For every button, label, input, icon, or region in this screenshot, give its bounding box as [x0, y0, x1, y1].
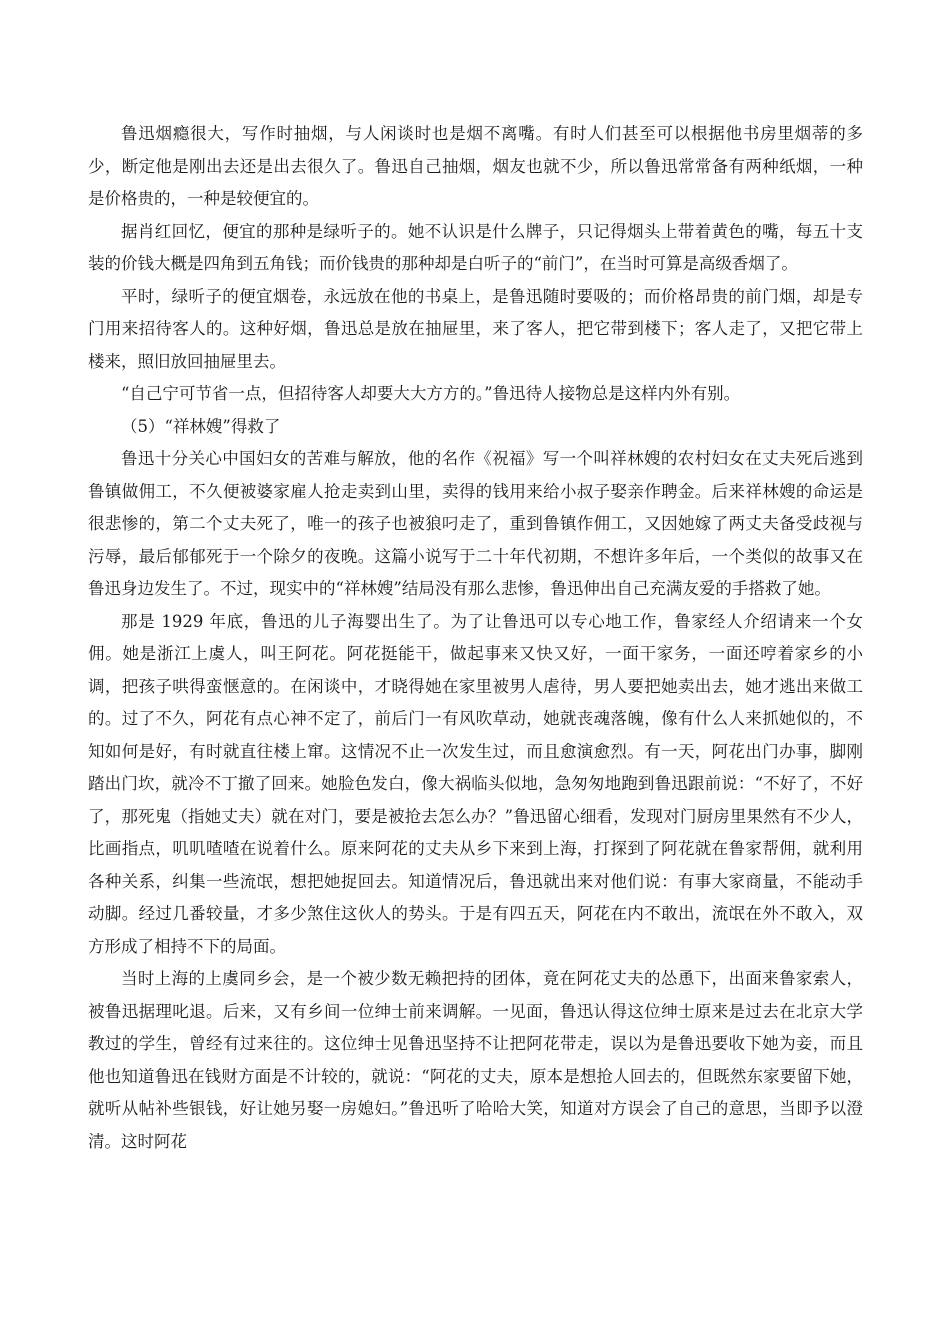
paragraph-shangyu-association: 当时上海的上虞同乡会，是一个被少数无赖把持的团体，竟在阿花丈夫的怂恿下，出面来鲁家索人，被鲁迅据理叱退。后来，又有乡间一位绅士前来调解。一见面，鲁迅认得这位绅士原来是过去在北京大学教过的学生，曾经有过来往的。这位绅士见鲁迅坚持不让把阿花带走，误以为是鲁迅要收下她为妾，而且他也知道鲁迅在钱财方面是不计较的，就说：“阿花的丈夫，原本是想抢人回去的，但既然东家要留下她，就听从帖补些银钱，好让她另娶一房媳妇。”鲁迅听了哈哈大笑，知道对方误会了自己的意思，当即予以澄清。这时阿花 — [88, 969, 863, 1151]
paragraph-xianglin-sao-intro: 鲁迅十分关心中国妇女的苦难与解放，他的名作《祝福》写一个叫祥林嫂的农村妇女在丈夫死后逃到鲁镇做佣工，不久便被婆家雇人抢走卖到山里，卖得的钱用来给小叔子娶亲作聘金。后来祥林嫂的命运是很悲惨的，第二个丈夫死了，唯一的孩子也被狼叼走了，重到鲁镇作佣工，又因她嫁了两丈夫备受歧视与污辱，最后郁郁死于一个除夕的夜晚。这篇小说写于二十年代初期，不想许多年后，一个类似的故事又在鲁迅身边发生了。不过，现实中的“祥林嫂”结局没有那么悲惨，鲁迅伸出自己充满友爱的手搭救了她。 — [88, 449, 863, 598]
paragraph-quote-hospitality: “自己宁可节省一点，但招待客人却要大大方方的。”鲁迅待人接物总是这样内外有别。 — [121, 384, 741, 403]
paragraph-cigarette-usage: 平时，绿听子的便宜烟卷，永远放在他的书桌上，是鲁迅随时要吸的；而价格昂贵的前门烟，却是专门用来招待客人的。这种好烟，鲁迅总是放在抽屉里，来了客人，把它带到楼下；客人走了，又把它带上楼来，照旧放回抽屉里去。 — [88, 286, 863, 371]
section-heading: （5）“祥林嫂”得救了 — [121, 416, 281, 436]
paragraph-ah-hua-story: 那是 1929 年底，鲁迅的儿子海婴出生了。为了让鲁迅可以专心地工作，鲁家经人介绍请来一个女佣。她是浙江上虞人，叫王阿花。阿花挺能干，做起事来又快又好，一面干家务，一面还哼着家乡的小调，把孩子哄得蛮惬意的。在闲谈中，才晓得她在家里被男人虐待，男人要把她卖出去，她才逃出来做工的。过了不久，阿花有点心神不定了，前后门一有风吹草动，她就丧魂落魄，像有什么人来抓她似的，不知如何是好，有时就直往楼上窜。这情况不止一次发生过，而且愈演愈烈。有一天，阿花出门办事，脚刚踏出门坎，就冷不丁撤了回来。她脸色发白，像大祸临头似地，急匆匆地跑到鲁迅跟前说：“不好了，不好了，那死鬼（指她丈夫）就在对门，要是被抢去怎么办？”鲁迅留心细看，发现对门厨房里果然有不少人，比画指点，叽叽喳喳在说着什么。原来阿花的丈夫从乡下来到上海，打探到了阿花就在鲁家帮佣，就利用各种关系，纠集一些流氓，想把她捉回去。知道情况后，鲁迅就出来对他们说：有事大家商量，不能动手动脚。经过几番较量，才多少煞住这伙人的势头。于是有四五天，阿花在内不敢出，流氓在外不敢入，双方形成了相持不下的局面。 — [88, 611, 863, 956]
paragraph-xiao-hong-recollection: 据肖红回忆，便宜的那种是绿听子的。她不认识是什么牌子，只记得烟头上带着黄色的嘴，每五十支装的价钱大概是四角到五角钱；而价钱贵的那种却是白听子的“前门”，在当时可算是高级香烟了。 — [88, 221, 863, 273]
paragraph-smoking-habit: 鲁迅烟瘾很大，写作时抽烟，与人闲谈时也是烟不离嘴。有时人们甚至可以根据他书房里烟蒂的多少，断定他是刚出去还是出去很久了。鲁迅自己抽烟，烟友也就不少，所以鲁迅常常备有两种纸烟，一种是价格贵的，一种是较便宜的。 — [88, 124, 863, 208]
document-body — [88, 118, 863, 1158]
